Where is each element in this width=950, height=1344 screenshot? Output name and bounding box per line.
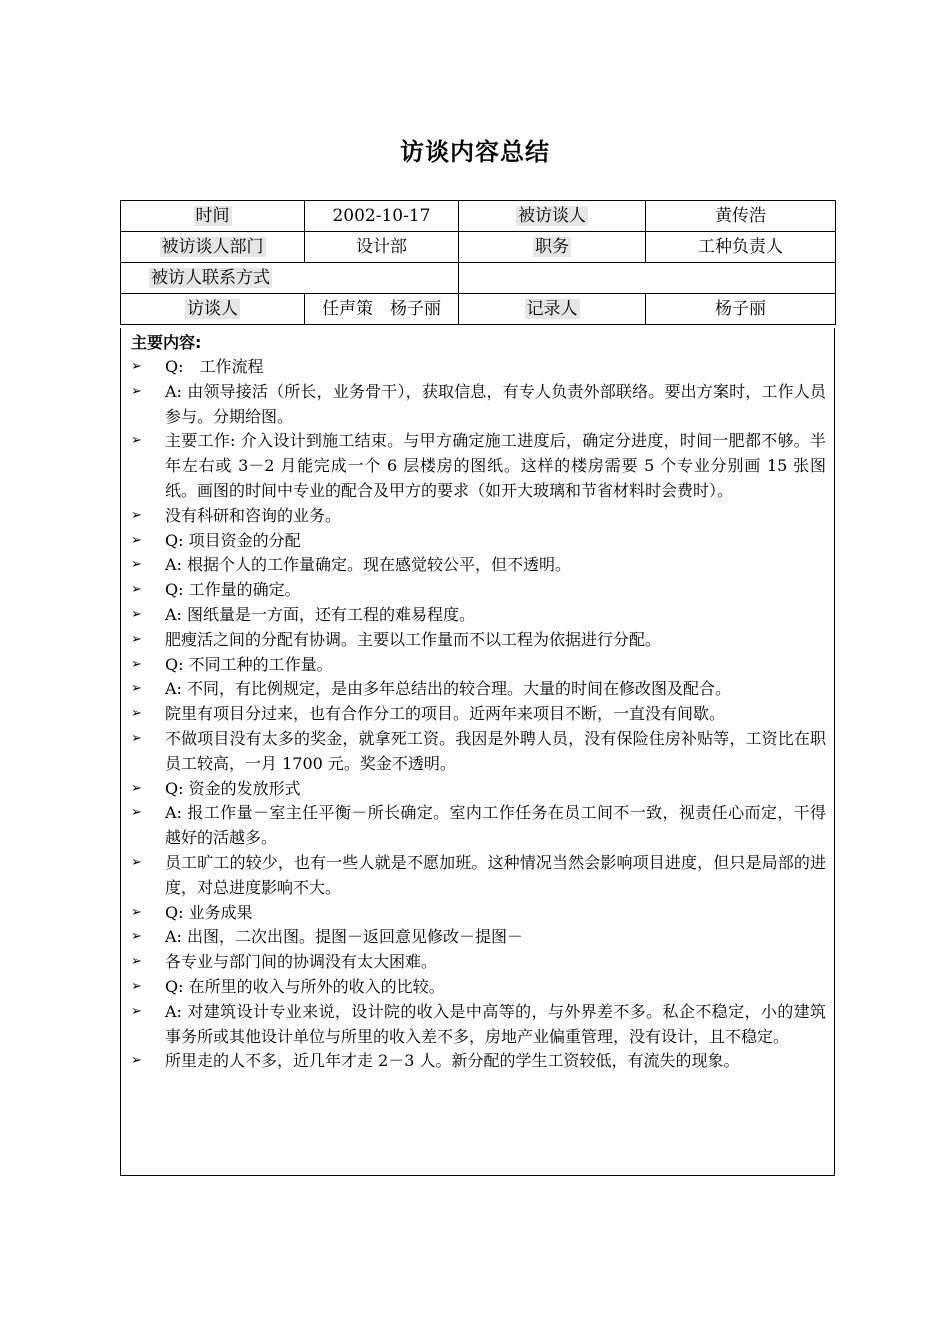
list-item-text: 所里走的人不多，近几年才走 2－3 人。新分配的学生工资较低，有流失的现象。 [165, 1051, 740, 1071]
list-item-text: Q: 工作量的确定。 [165, 580, 301, 600]
department-label-cell [121, 232, 305, 263]
arrow-bullet-icon: ➢ [131, 606, 142, 622]
contact-value [459, 263, 836, 294]
arrow-bullet-icon: ➢ [131, 507, 142, 523]
info-row-department [121, 232, 836, 263]
list-item [121, 950, 834, 975]
list-item [121, 429, 834, 503]
arrow-bullet-icon: ➢ [131, 582, 142, 598]
list-item [121, 380, 834, 430]
time-label: 时间 [195, 206, 230, 226]
arrow-bullet-icon: ➢ [131, 681, 142, 697]
arrow-bullet-icon: ➢ [131, 954, 142, 970]
list-item [121, 529, 834, 554]
arrow-bullet-icon: ➢ [131, 929, 142, 945]
list-item-text: A: 出图，二次出图。提图－返回意见修改－提图－ [165, 927, 524, 947]
arrow-bullet-icon: ➢ [131, 433, 142, 449]
list-item-text: 不做项目没有太多的奖金，就拿死工资。我因是外聘人员，没有保险住房补贴等，工资比在职员工较高，一月 1700 元。奖金不透明。 [165, 728, 826, 773]
list-item-text: 员工旷工的较少，也有一些人就是不愿加班。这种情况当然会影响项目进度，但只是局部的进度，对总进度影响不大。 [165, 852, 826, 897]
list-item-text: A: 图纸量是一方面，还有工程的难易程度。 [165, 604, 476, 624]
position-value: 工种负责人 [646, 232, 836, 263]
arrow-bullet-icon: ➢ [131, 557, 142, 573]
list-item [121, 578, 834, 603]
interview-info-table [120, 200, 836, 325]
list-item [121, 653, 834, 678]
list-item [121, 1000, 834, 1050]
list-item [121, 801, 834, 851]
position-label-cell [459, 232, 646, 263]
list-item [121, 702, 834, 727]
list-item-text: 院里有项目分过来，也有合作分工的项目。近两年来项目不断，一直没有间歇。 [165, 704, 726, 724]
interviewer-value: 任声策 杨子丽 [305, 294, 459, 325]
main-content-heading: 主要内容: [131, 333, 202, 352]
list-item-text: Q: 资金的发放形式 [165, 778, 301, 798]
department-value: 设计部 [305, 232, 459, 263]
list-item [121, 355, 834, 380]
list-item-text: 肥瘦活之间的分配有协调。主要以工作量而不以工程为依据进行分配。 [165, 629, 662, 649]
list-item [121, 553, 834, 578]
interviewee-value: 黄传浩 [646, 201, 836, 232]
list-item-text: 没有科研和咨询的业务。 [165, 505, 342, 525]
list-item-text: Q: 在所里的收入与所外的收入的比较。 [165, 976, 445, 996]
recorder-label: 记录人 [526, 299, 578, 319]
info-row-contact [121, 263, 836, 294]
position-label: 职务 [535, 237, 569, 257]
list-item [121, 901, 834, 926]
time-label-cell [121, 201, 305, 232]
arrow-bullet-icon: ➢ [131, 854, 142, 870]
info-row-interviewer [121, 294, 836, 325]
arrow-bullet-icon: ➢ [131, 1053, 142, 1069]
list-item [121, 603, 834, 628]
list-item [121, 777, 834, 802]
list-item [121, 727, 834, 777]
recorder-value: 杨子丽 [646, 294, 836, 325]
list-item-text: 各专业与部门间的协调没有太大困难。 [165, 952, 438, 972]
time-value: 2002-10-17 [305, 201, 459, 232]
list-item [121, 628, 834, 653]
list-item-text: Q: 不同工种的工作量。 [165, 654, 333, 674]
main-content-box [120, 328, 835, 1176]
arrow-bullet-icon: ➢ [131, 780, 142, 796]
info-row-time [121, 201, 836, 232]
arrow-bullet-icon: ➢ [131, 359, 142, 374]
page-title: 访谈内容总结 [400, 138, 550, 166]
department-label: 被访谈人部门 [161, 237, 264, 257]
list-item [121, 677, 834, 702]
contact-label: 被访人联系方式 [151, 268, 270, 288]
arrow-bullet-icon: ➢ [131, 1003, 142, 1019]
recorder-label-cell [459, 294, 646, 325]
list-item-text: Q: 业务成果 [165, 902, 253, 922]
arrow-bullet-icon: ➢ [131, 730, 142, 746]
list-item-text: Q: 项目资金的分配 [165, 530, 301, 550]
interviewer-label: 访谈人 [187, 299, 238, 319]
arrow-bullet-icon: ➢ [131, 904, 142, 920]
list-item [121, 975, 834, 1000]
arrow-bullet-icon: ➢ [131, 978, 142, 994]
interviewee-label: 被访谈人 [518, 206, 586, 226]
list-item-text: 主要工作: 介入设计到施工结束。与甲方确定施工进度后，确定分进度，时间一肥都不够。半年左右或 3－2 月能完成一个 6 层楼房的图纸。这样的楼房需要 5 个专业分别画 15 张图纸。画图的时间中专业的配合及甲方的要求（如开大玻璃和节省材料时会费时）。 [165, 431, 826, 500]
list-item [121, 1049, 834, 1074]
arrow-bullet-icon: ➢ [131, 656, 142, 672]
interviewer-label-cell [121, 294, 305, 325]
interviewee-label-cell [459, 201, 646, 232]
list-item-text: A: 对建筑设计专业来说，设计院的收入是中高等的，与外界差不多。私企不稳定，小的建筑事务所或其他设计单位与所里的收入差不多，房地产业偏重管理，没有设计，且不稳定。 [165, 1001, 826, 1046]
contact-label-cell [121, 263, 459, 294]
list-item [121, 504, 834, 529]
arrow-bullet-icon: ➢ [131, 706, 142, 722]
list-item-text: A: 由领导接活（所长，业务骨干），获取信息，有专人负责外部联络。要出方案时，工作人员参与。分期给图。 [165, 381, 826, 426]
content-list [121, 355, 834, 1074]
list-item [121, 925, 834, 950]
list-item-text: Q: 工作流程 [165, 357, 264, 376]
list-item-text: A: 报工作量－室主任平衡－所长确定。室内工作任务在员工间不一致，视责任心而定，干得越好的活越多。 [165, 803, 826, 848]
list-item-text: A: 不同，有比例规定，是由多年总结出的较合理。大量的时间在修改图及配合。 [165, 679, 732, 699]
list-item-text: A: 根据个人的工作量确定。现在感觉较公平，但不透明。 [165, 555, 572, 575]
arrow-bullet-icon: ➢ [131, 805, 142, 821]
arrow-bullet-icon: ➢ [131, 383, 142, 399]
list-item [121, 851, 834, 901]
arrow-bullet-icon: ➢ [131, 631, 142, 647]
arrow-bullet-icon: ➢ [131, 532, 142, 548]
